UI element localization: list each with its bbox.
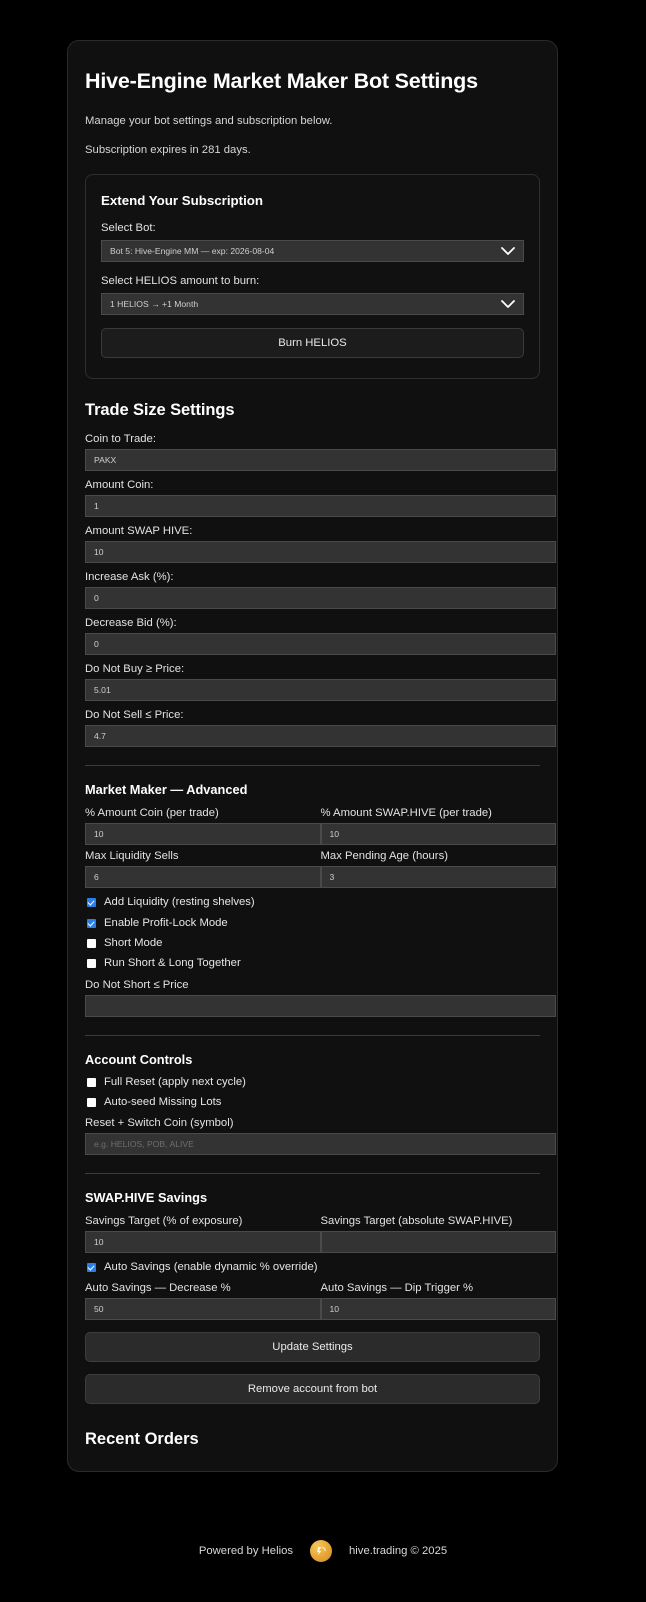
max-liquidity-sells-input[interactable] [85, 866, 321, 888]
auto-savings-grid [85, 1282, 556, 1320]
recent-orders-heading: Recent Orders [85, 1430, 199, 1449]
amount-swap-hive-label: Amount SWAP HIVE: [85, 525, 193, 538]
select-helios-label: Select HELIOS amount to burn: [101, 275, 260, 288]
run-short-long-checkbox-row[interactable] [87, 958, 540, 969]
run-short-long-checkbox[interactable] [87, 959, 96, 968]
short-mode-checkbox[interactable] [87, 939, 96, 948]
amount-coin-label: Amount Coin: [85, 479, 154, 492]
advanced-heading: Market Maker — Advanced [85, 782, 248, 798]
reset-switch-coin-input[interactable] [85, 1133, 556, 1155]
pct-amount-coin-input[interactable] [85, 823, 321, 845]
chevron-down-icon [501, 247, 515, 256]
profit-lock-label: Enable Profit-Lock Mode [104, 916, 228, 929]
full-reset-checkbox-row[interactable] [87, 1077, 540, 1088]
page-subtitle: Manage your bot settings and subscription below. [85, 115, 333, 127]
auto-savings-dip-trigger-label: Auto Savings — Dip Trigger % [320, 1282, 474, 1295]
do-not-buy-price-label: Do Not Buy ≥ Price: [85, 663, 185, 676]
copyright-text: hive.trading © 2025 [349, 1545, 448, 1557]
page-title: Hive-Engine Market Maker Bot Settings [85, 69, 478, 93]
account-controls-heading: Account Controls [85, 1051, 193, 1067]
do-not-short-price-label: Do Not Short ≤ Price [85, 978, 189, 991]
savings-heading: SWAP.HIVE Savings [85, 1190, 208, 1206]
profit-lock-checkbox-row[interactable] [87, 918, 540, 929]
reset-switch-coin-label: Reset + Switch Coin (symbol) [85, 1117, 234, 1130]
divider [85, 1035, 540, 1036]
max-pending-age-input[interactable] [321, 866, 557, 888]
decrease-bid-input[interactable] [85, 633, 556, 655]
savings-target-pct-label: Savings Target (% of exposure) [85, 1215, 243, 1228]
full-reset-label: Full Reset (apply next cycle) [104, 1075, 246, 1088]
amount-swap-hive-input[interactable] [85, 541, 556, 563]
do-not-short-price-input[interactable] [85, 995, 556, 1017]
settings-card [67, 40, 558, 1472]
auto-savings-dip-trigger-input[interactable] [321, 1298, 557, 1320]
remove-account-button[interactable]: Remove account from bot [85, 1374, 540, 1404]
max-liquidity-sells-label: Max Liquidity Sells [85, 850, 179, 863]
coin-to-trade-label: Coin to Trade: [85, 433, 156, 446]
full-reset-checkbox[interactable] [87, 1078, 96, 1087]
auto-seed-label: Auto-seed Missing Lots [104, 1095, 222, 1108]
subscription-expiry-text: Subscription expires in 281 days. [85, 143, 251, 156]
helios-coin-icon [310, 1540, 332, 1562]
page-footer [0, 1540, 646, 1562]
extend-subscription-title: Extend Your Subscription [101, 193, 264, 209]
pct-amount-coin-label: % Amount Coin (per trade) [85, 807, 219, 820]
max-pending-age-label: Max Pending Age (hours) [320, 850, 448, 863]
select-bot-label: Select Bot: [101, 222, 156, 235]
do-not-short-block [85, 979, 540, 1017]
burn-helios-button[interactable]: Burn HELIOS [101, 328, 524, 358]
short-mode-label: Short Mode [104, 936, 163, 949]
add-liquidity-checkbox-row[interactable] [87, 897, 540, 908]
savings-target-grid [85, 1215, 556, 1253]
auto-seed-checkbox-row[interactable] [87, 1097, 540, 1108]
increase-ask-label: Increase Ask (%): [85, 571, 174, 584]
do-not-sell-price-input[interactable] [85, 725, 556, 747]
short-mode-checkbox-row[interactable] [87, 938, 540, 949]
update-settings-button[interactable]: Update Settings [85, 1332, 540, 1362]
decrease-bid-label: Decrease Bid (%): [85, 617, 177, 630]
pct-amount-swap-hive-label: % Amount SWAP.HIVE (per trade) [320, 807, 492, 820]
increase-ask-input[interactable] [85, 587, 556, 609]
select-bot-dropdown[interactable] [101, 240, 524, 262]
auto-savings-checkbox-row[interactable] [87, 1262, 540, 1273]
chevron-down-icon [501, 300, 515, 309]
amount-coin-input[interactable] [85, 495, 556, 517]
trade-size-heading: Trade Size Settings [85, 401, 235, 420]
reset-switch-coin-block [85, 1117, 540, 1155]
coin-to-trade-input[interactable] [85, 449, 556, 471]
advanced-grid [85, 807, 556, 888]
auto-savings-decrease-input[interactable] [85, 1298, 321, 1320]
auto-savings-label: Auto Savings (enable dynamic % override) [104, 1261, 318, 1274]
divider [85, 1173, 540, 1174]
profit-lock-checkbox[interactable] [87, 919, 96, 928]
powered-by-text: Powered by Helios [198, 1545, 294, 1557]
auto-savings-decrease-label: Auto Savings — Decrease % [85, 1282, 231, 1295]
savings-target-abs-input[interactable] [321, 1231, 557, 1253]
select-helios-dropdown[interactable] [101, 293, 524, 315]
run-short-long-label: Run Short & Long Together [104, 957, 241, 970]
select-bot-value: Bot 5: Hive-Engine MM — exp: 2026-08-04 [110, 246, 275, 257]
do-not-buy-price-input[interactable] [85, 679, 556, 701]
pct-amount-swap-hive-input[interactable] [321, 823, 557, 845]
do-not-sell-price-label: Do Not Sell ≤ Price: [85, 709, 184, 722]
auto-savings-checkbox[interactable] [87, 1263, 96, 1272]
select-helios-value: 1 HELIOS → +1 Month [110, 299, 199, 310]
savings-target-abs-label: Savings Target (absolute SWAP.HIVE) [320, 1215, 513, 1228]
auto-seed-checkbox[interactable] [87, 1098, 96, 1107]
extend-subscription-panel [85, 174, 540, 379]
add-liquidity-checkbox[interactable] [87, 898, 96, 907]
add-liquidity-label: Add Liquidity (resting shelves) [104, 896, 255, 909]
trade-size-fields [85, 433, 540, 747]
divider [85, 765, 540, 766]
savings-target-pct-input[interactable] [85, 1231, 321, 1253]
